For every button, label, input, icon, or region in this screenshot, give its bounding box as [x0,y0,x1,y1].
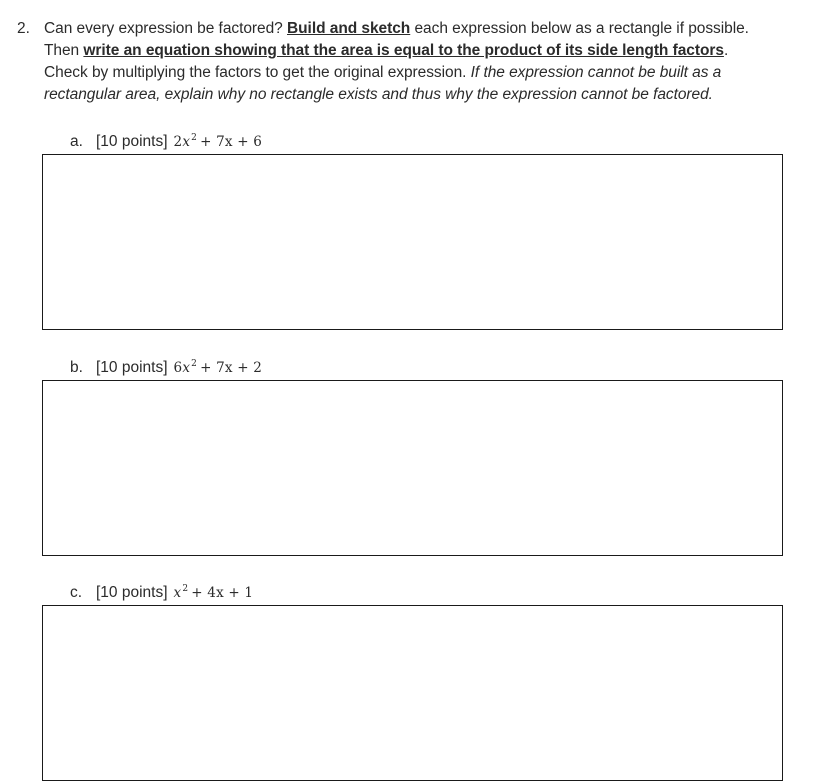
prompt-line-1-end: each expression below as a rectangle if possible. [410,20,749,37]
expr-variable: x [182,134,191,150]
part-b-expression [174,360,262,376]
prompt-line-3 [44,62,819,84]
prompt-line-1-text: Can every expression be factored? [44,20,287,37]
part-a-answer-box[interactable] [42,154,783,330]
write-equation-emphasis: write an equation showing that the area is equal to the product of its side length factors [83,42,724,59]
question-number: 2. [17,20,30,37]
prompt-line-2-text: Then [44,42,84,59]
part-b-label [70,358,262,378]
part-b-answer-box[interactable] [42,380,783,556]
expr-exponent: 2 [191,359,198,369]
part-points: [10 points] [96,584,168,601]
part-a-expression [174,134,262,150]
part-letter: b. [70,359,83,376]
prompt-line-1 [44,18,819,40]
question-prompt [44,18,819,106]
expr-remaining-terms: + 7x + 6 [200,134,262,150]
prompt-line-3-italic: If the expression cannot be built as a [470,64,722,81]
expr-exponent: 2 [182,584,189,594]
prompt-line-4: rectangular area, explain why no rectangle exists and thus why the expression cannot be factored. [44,86,713,103]
expr-exponent: 2 [191,133,198,143]
expr-variable: x [173,585,182,601]
part-c-answer-box[interactable] [42,605,783,781]
expr-remaining-terms: + 4x + 1 [191,585,254,601]
build-and-sketch-emphasis: Build and sketch [287,20,411,37]
prompt-line-3-text: Check by multiplying the factors to get the original expression. [44,64,471,81]
part-letter: c. [70,584,83,601]
part-c-label [70,583,253,603]
part-points: [10 points] [96,359,168,376]
part-c-expression [174,585,254,601]
part-letter: a. [70,133,83,150]
expr-coefficient: 2 [173,134,183,150]
expr-remaining-terms: + 7x + 2 [200,360,262,376]
part-a-label [70,132,262,152]
prompt-line-2 [44,40,819,62]
expr-coefficient: 6 [173,360,183,376]
part-points: [10 points] [96,133,168,150]
expr-variable: x [182,360,191,376]
prompt-line-2-end: . [723,42,729,59]
